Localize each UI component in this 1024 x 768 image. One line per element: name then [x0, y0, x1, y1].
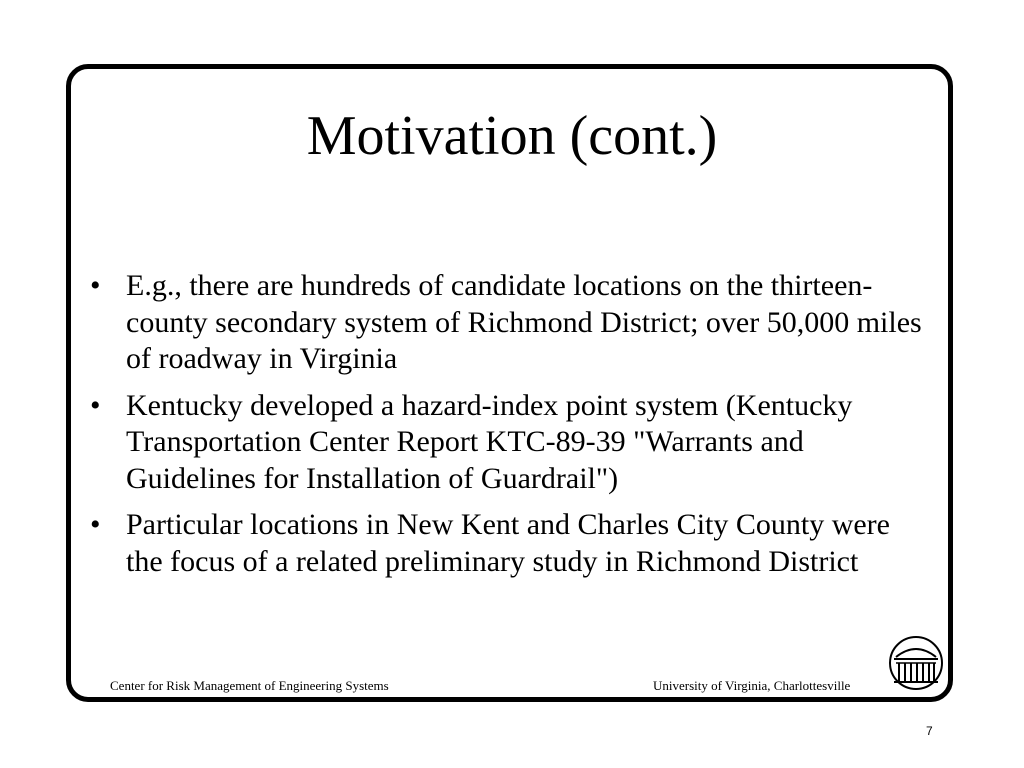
bullet-item	[84, 388, 934, 498]
bullet-text: E.g., there are hundreds of candidate locations on the thirteen-county secondary system of Richmond District; over 50,000 miles of roadway in Virginia	[126, 269, 922, 375]
bullet-text: Kentucky developed a hazard-index point system (Kentucky Transportation Center Report KTC-89-39 "Warrants and Guidelines for Installation of Guardrail")	[126, 388, 853, 495]
slide-title: Motivation (cont.)	[306, 105, 718, 167]
footer-organization: Center for Risk Management of Engineering Systems	[110, 678, 389, 693]
bullet-dot: •	[90, 269, 101, 302]
bullet-dot: •	[90, 388, 101, 422]
bullet-list	[84, 268, 934, 590]
bullet-item	[84, 268, 934, 378]
rotunda-logo-icon	[888, 635, 944, 691]
bullet-dot: •	[90, 508, 101, 541]
footer-university: University of Virginia, Charlottesville	[653, 678, 851, 693]
page-number: 7	[926, 724, 933, 738]
bullet-text: Particular locations in New Kent and Charles City County were the focus of a related preliminary study in Richmond District	[126, 508, 890, 578]
bullet-item	[84, 507, 934, 580]
